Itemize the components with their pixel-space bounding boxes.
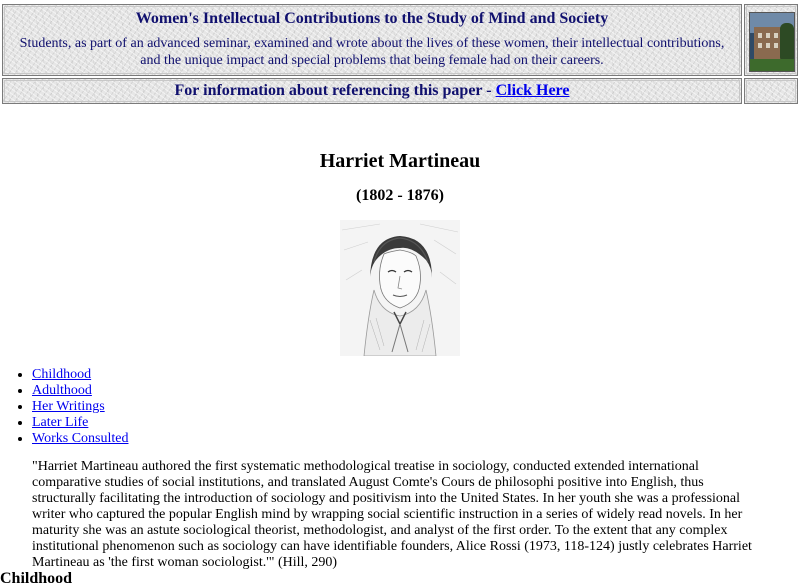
site-banner [0,0,800,106]
toc-item [32,431,128,447]
intro-quote: "Harriet Martineau authored the first systematic methodological treatise in sociology, conducted extended international comparative studies of social institutions, and translated August Comte's Cours de philosophi positive into English, thus structurally facilitating the introduction of sociology and positivism into the United States. In her youth she was a professional writer who captured the popular English mind by wrapping social scientific instruction in a series of widely read novels. In her maturity she was an astute sociological theorist, methodologist, and analyst of the first order. To the extent that any complex institutional phenomenon such as sociology can have identifiable founders, Alice Rossi (1973, 118-124) justly celebrates Harriet Martineau as 'the first woman sociologist.'" (Hill, 290) [32,459,752,570]
toc-item [32,415,128,431]
campus-building-image[interactable] [749,12,795,72]
section-heading-childhood: Childhood [0,570,73,587]
reference-prefix: For information about referencing this paper - [174,82,496,99]
toc-item [32,367,128,383]
portrait-image [340,220,460,356]
toc-item [32,399,128,415]
banner-description: Students, as part of an advanced seminar, examined and wrote about the lives of these women, their intellectual contributions, and the unique impact and special problems that being female had on their careers. [19,36,725,68]
click-here-link[interactable]: Click Here [495,82,570,99]
toc-link-childhood[interactable]: Childhood [32,367,92,382]
life-dates: (1802 - 1876) [356,187,444,204]
toc-link-works-consulted[interactable]: Works Consulted [32,431,129,446]
reference-line [3,82,741,100]
reference-empty-cell [744,78,798,104]
banner-title: Women's Intellectual Contributions to the Study of Mind and Society [135,10,609,27]
banner-image-cell [744,4,798,76]
toc-link-her-writings[interactable]: Her Writings [32,399,105,414]
toc-link-later-life[interactable]: Later Life [32,415,89,430]
banner-header-cell [2,4,742,76]
table-of-contents [16,367,128,447]
toc-link-adulthood[interactable]: Adulthood [32,383,92,398]
reference-cell [2,78,742,104]
toc-item [32,383,128,399]
page-title: Harriet Martineau [319,150,481,172]
